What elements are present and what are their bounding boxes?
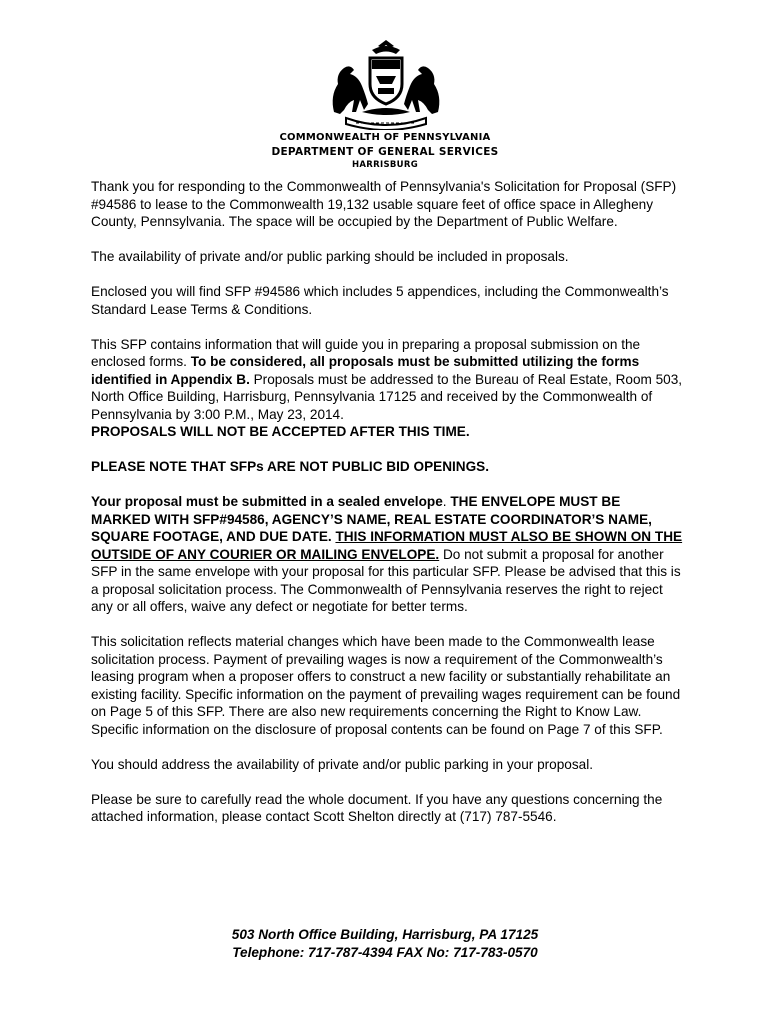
instructions-appendix-b: To be considered, all proposals must be submitted utilizing the forms identified in Appendix B. bbox=[91, 354, 640, 387]
paragraph-bid-note: PLEASE NOTE THAT SFPs ARE NOT PUBLIC BID OPENINGS. bbox=[91, 459, 490, 474]
paragraph-intro: Thank you for responding to the Commonwealth of Pennsylvania's Solicitation for Proposal (SFP) #94586 to lease to the Commonwealth 19,132 usable square feet of office space in Allegheny County, Pennsylvania. The space will be occupied by the Department of Public Welfare. bbox=[91, 179, 677, 229]
paragraph-envelope bbox=[91, 493, 683, 616]
letterhead-department: DEPARTMENT OF GENERAL SERVICES bbox=[271, 146, 499, 158]
letterhead-city: HARRISBURG bbox=[352, 160, 418, 170]
letter-body bbox=[91, 178, 683, 843]
envelope-sep: . bbox=[442, 494, 451, 509]
paragraph-parking: The availability of private and/or public parking should be included in proposals. bbox=[91, 249, 569, 264]
instructions-deadline-warning: PROPOSALS WILL NOT BE ACCEPTED AFTER THIS TIME. bbox=[91, 424, 470, 439]
paragraph-parking-proposal: You should address the availability of private and/or public parking in your proposal. bbox=[91, 756, 594, 772]
paragraph-enclosures: Enclosed you will find SFP #94586 which includes 5 appendices, including the Commonwealth’s Standard Lease Terms & Conditions. bbox=[91, 284, 669, 317]
envelope-sealed: Your proposal must be submitted in a sealed envelope bbox=[91, 494, 443, 509]
letterhead-commonwealth: COMMONWEALTH OF PENNSYLVANIA bbox=[279, 132, 491, 143]
instructions-text-a: This SFP contains information that will guide you in preparing a proposal submission on the enclosed forms. bbox=[91, 336, 641, 369]
pennsylvania-coat-of-arms-seal bbox=[326, 40, 446, 130]
envelope-courier-note: THIS INFORMATION MUST ALSO BE SHOWN ON THE OUTSIDE OF ANY COURIER OR MAILING ENVELOPE. bbox=[91, 529, 683, 562]
envelope-marking: THE ENVELOPE MUST BE MARKED WITH SFP#94586, AGENCY’S NAME, REAL ESTATE COORDINATOR’S NAME, SQUARE FOOTAGE, AND DUE DATE. bbox=[91, 494, 652, 544]
instructions-text-c: Proposals must be addressed to the Bureau of Real Estate, Room 503, North Office Building, Harrisburg, Pennsylvania 17125 and received by the Commonwealth of Pennsylvania by 3:00 P.M., May 23, 2014. bbox=[91, 371, 683, 422]
paragraph-instructions bbox=[91, 336, 683, 441]
paragraph-changes: This solicitation reflects material changes which have been made to the Commonwealth lease solicitation process. Payment of prevailing wages is now a requirement of the Commonwealth’s leasing program when a proposer offers to construct a new facility or substantially rehabilitate an existing facility. Specific information on the payment of prevailing wages requirement can be found on Page 5 of this SFP. There are also new requirements concerning the Right to Know Law. Specific information on the disclosure of proposal contents can be found on Page 7 of this SFP. bbox=[91, 634, 681, 737]
paragraph-contact: Please be sure to carefully read the whole document. If you have any questions concerning the attached information, please contact Scott Shelton directly at (717) 787-5546. bbox=[91, 791, 663, 824]
envelope-text: Do not submit a proposal for another SFP in the same envelope with your proposal for this particular SFP. Please be advised that this is a proposal solicitation process. The Commonwealth of Pennsylvania reserves the right to reject any or all offers, waive any defect or negotiate for better terms. bbox=[91, 546, 681, 614]
footer-address: 503 North Office Building, Harrisburg, PA 17125 bbox=[231, 927, 539, 942]
footer-phone: Telephone: 717-787-4394 FAX No: 717-783-0570 bbox=[232, 945, 538, 960]
